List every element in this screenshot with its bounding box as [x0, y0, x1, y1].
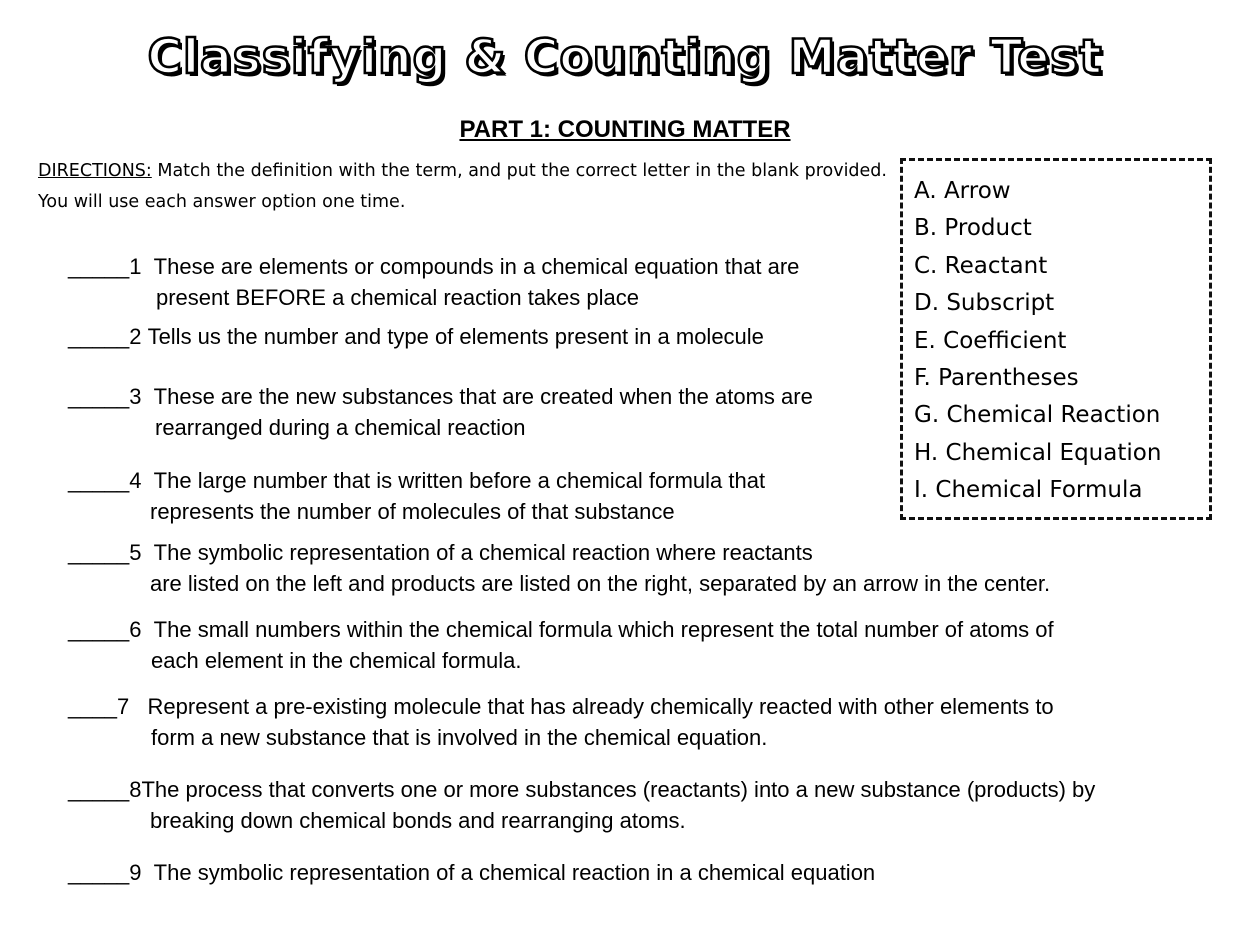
question-1 — [68, 252, 799, 313]
question-text: Tells us the number and type of elements present in a molecule — [147, 324, 764, 349]
question-number: 9 — [129, 860, 142, 885]
answer-blank[interactable]: _____ — [68, 860, 130, 885]
answer-option: E. Coefficient — [914, 327, 1067, 354]
answer-blank[interactable]: ____ — [68, 694, 117, 719]
question-2 — [68, 322, 764, 353]
answer-blank[interactable]: _____ — [68, 617, 130, 642]
question-number: 7 — [116, 694, 130, 719]
answer-option: G. Chemical Reaction — [914, 402, 1161, 429]
question-text-continued: are listed on the left and products are listed on the right, separated by an arrow in the center. — [150, 570, 1051, 596]
answer-blank[interactable]: _____ — [68, 254, 130, 279]
answer-blank[interactable]: _____ — [68, 468, 130, 493]
answer-blank[interactable]: _____ — [68, 540, 130, 565]
question-text-continued: form a new substance that is involved in the chemical equation. — [151, 724, 768, 750]
question-text: These are the new substances that are created when the atoms are — [153, 384, 813, 409]
question-number: 8 — [129, 777, 142, 802]
answer-blank[interactable]: _____ — [68, 384, 130, 409]
question-4 — [68, 466, 765, 527]
directions-text: Match the definition with the term, and put the correct letter in the blank provided. You will use each answer option one time. — [38, 161, 887, 212]
question-5 — [68, 538, 1050, 599]
question-text-continued: present BEFORE a chemical reaction takes place — [156, 284, 640, 310]
answer-option: F. Parentheses — [914, 365, 1079, 392]
answer-option: I. Chemical Formula — [914, 477, 1143, 504]
answer-option: B. Product — [914, 215, 1032, 242]
question-number: 5 — [129, 540, 142, 565]
question-text: The symbolic representation of a chemical reaction where reactants — [153, 540, 813, 565]
answer-blank[interactable]: _____ — [68, 324, 130, 349]
answer-bank — [914, 173, 1161, 510]
question-text: The large number that is written before a chemical formula that — [153, 468, 766, 493]
test-title: Classifying & Counting Matter Test — [147, 30, 1103, 85]
directions-label: DIRECTIONS: — [38, 161, 152, 181]
directions — [38, 156, 918, 218]
part-heading: PART 1: COUNTING MATTER — [459, 116, 791, 143]
answer-option: C. Reactant — [914, 252, 1048, 279]
question-number: 2 — [129, 324, 142, 349]
answer-option: A. Arrow — [914, 178, 1011, 204]
question-text: The small numbers within the chemical formula which represent the total number of atoms of — [153, 617, 1054, 642]
question-number: 1 — [129, 254, 142, 279]
question-text-continued: represents the number of molecules of that substance — [150, 498, 675, 524]
question-number: 4 — [129, 468, 142, 493]
answer-option: D. Subscript — [914, 290, 1055, 317]
question-text: Represent a pre-existing molecule that has already chemically reacted with other elements to — [147, 694, 1054, 719]
question-number: 3 — [129, 384, 142, 409]
question-text: These are elements or compounds in a chemical equation that are — [153, 254, 800, 279]
question-3 — [68, 382, 813, 443]
question-6 — [68, 615, 1054, 676]
question-7 — [68, 692, 1054, 753]
answer-option: H. Chemical Equation — [914, 439, 1162, 466]
question-text: The process that converts one or more substances (reactants) into a new substance (products) by — [141, 777, 1096, 802]
question-text-continued: rearranged during a chemical reaction — [155, 414, 526, 440]
question-number: 6 — [129, 617, 142, 642]
question-text-continued: breaking down chemical bonds and rearranging atoms. — [150, 807, 686, 833]
question-text-continued: each element in the chemical formula. — [151, 647, 522, 673]
question-9 — [68, 858, 875, 889]
answer-blank[interactable]: _____ — [68, 777, 130, 802]
question-8 — [68, 775, 1095, 836]
question-text: The symbolic representation of a chemical reaction in a chemical equation — [153, 860, 876, 885]
